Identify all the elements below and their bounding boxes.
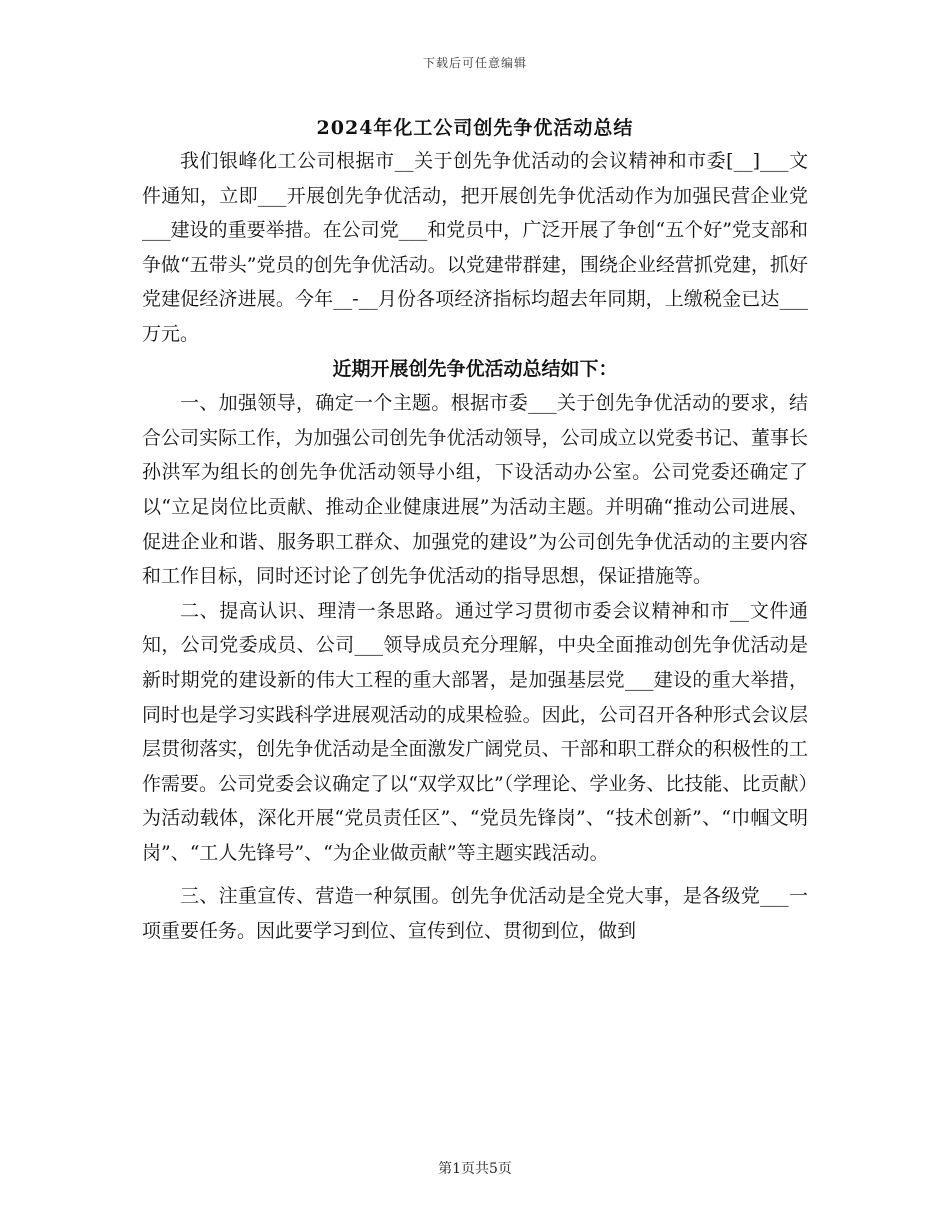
document-title: 2024年化工公司创先争优活动总结 bbox=[316, 117, 634, 139]
document-body bbox=[142, 144, 808, 949]
page-header-note: 下载后可任意编辑 bbox=[422, 56, 527, 70]
page-number-footer: 第1页共5页 bbox=[438, 1161, 512, 1177]
paragraph-point-one: 一、加强领导，确定一个主题。根据市委___关于创先争优活动的要求，结合公司实际工作，为加强公司创先争优活动领导，公司成立以党委书记、董事长孙洪军为组长的创先争优活动领导小组，下设活动办公室。公司党委还确定了以“立足岗位比贡献、推动企业健康进展”为活动主题。并明确“推动公司进展、促进企业和谐、服务职工群众、加强党的建设”为公司创先争优活动的主要内容和工作目标，同时还讨论了创先争优活动的指导思想，保证措施等。 bbox=[142, 392, 808, 588]
intro-paragraph: 我们银峰化工公司根据市__关于创先争优活动的会议精神和市委[__]___文件通知，立即___开展创先争优活动，把开展创先争优活动作为加强民营企业党___建设的重要举措。在公司党___和党员中，广泛开展了争创“五个好”党支部和争做“五带头”党员的创先争优活动。以党建带群建，围绕企业经营抓党建，抓好党建促经济进展。今年__-__月份各项经济指标均超去年同期，上缴税金已达___万元。 bbox=[142, 150, 808, 345]
paragraph-point-three: 三、注重宣传、营造一种氛围。创先争优活动是全党大事，是各级党___一项重要任务。因此要学习到位、宣传到位、贯彻到位，做到 bbox=[142, 885, 808, 943]
paragraph-point-two: 二、提高认识、理清一条思路。通过学习贯彻市委会议精神和市__文件通知，公司党委成员、公司___领导成员充分理解，中央全面推动创先争优活动是新时期党的建设新的伟大工程的重大部署，是加强基层党___建设的重大举措，同时也是学习实践科学进展观活动的成果检验。因此，公司召开各种形式会议层层贯彻落实，创先争优活动是全面激发广阔党员、干部和职工群众的积极性的工作需要。公司党委会议确定了以“双学双比”（学理论、学业务、比技能、比贡献）为活动载体，深化开展“党员责任区”、“党员先锋岗”、“技术创新”、“巾帼文明岗”、“工人先锋号”、“为企业做贡献”等主题实践活动。 bbox=[142, 599, 808, 864]
section-heading: 近期开展创先争优活动总结如下： bbox=[332, 357, 618, 380]
